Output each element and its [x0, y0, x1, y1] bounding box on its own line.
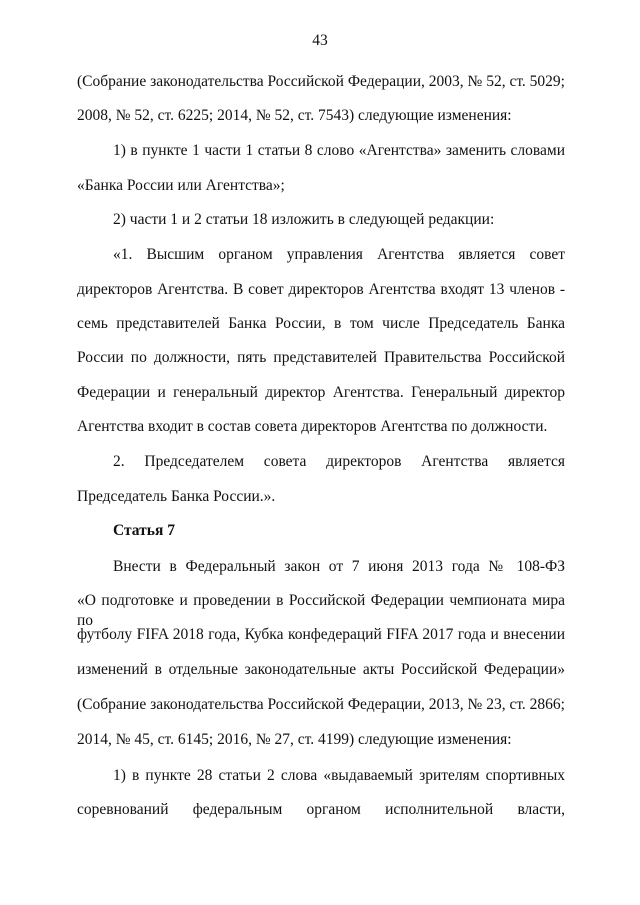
article-heading: Статья 7 [113, 522, 175, 539]
text-line: «Банка России или Агентства»; [77, 177, 285, 194]
text-line: 1) в пункте 28 статьи 2 слова «выдаваемый зрителям спортивных [113, 767, 565, 784]
text-line: 2. Председателем совета директоров Агентства является [113, 453, 565, 470]
text-line: Агентства входит в состав совета директоров Агентства по должности. [77, 418, 548, 435]
text-line: соревнований федеральным органом исполнительной власти, [77, 801, 565, 818]
text-line: России по должности, пять представителей Правительства Российской [77, 349, 565, 366]
text-line: 2014, № 45, ст. 6145; 2016, № 27, ст. 4199) следующие изменения: [77, 731, 512, 748]
text-line: директоров Агентства. В совет директоров Агентства входят 13 членов - [77, 281, 565, 298]
text-line: 2008, № 52, ст. 6225; 2014, № 52, ст. 7543) следующие изменения: [77, 107, 512, 124]
text-line: (Собрание законодательства Российской Федерации, 2003, № 52, ст. 5029; [77, 73, 565, 90]
text-line: 1) в пункте 1 части 1 статьи 8 слово «Агентства» заменить словами [113, 142, 565, 159]
text-line: изменений в отдельные законодательные акты Российской Федерации» [77, 661, 565, 678]
page-number: 43 [312, 32, 328, 49]
text-line: футболу FIFA 2018 года, Кубка конфедераций FIFA 2017 года и внесении [77, 626, 565, 643]
text-line: (Собрание законодательства Российской Федерации, 2013, № 23, ст. 2866; [77, 696, 565, 713]
text-line: Внести в Федеральный закон от 7 июня 2013 года № 108-ФЗ [113, 558, 565, 575]
text-line: «О подготовке и проведении в Российской Федерации чемпионата мира по [77, 592, 565, 629]
text-line: Председатель Банка России.». [77, 488, 276, 505]
text-line: 2) части 1 и 2 статьи 18 изложить в следующей редакции: [113, 211, 495, 228]
text-line: «1. Высшим органом управления Агентства является совет [113, 246, 565, 263]
text-line: семь представителей Банка России, в том числе Председатель Банка [77, 315, 565, 332]
text-line: Федерации и генеральный директор Агентства. Генеральный директор [77, 384, 565, 401]
